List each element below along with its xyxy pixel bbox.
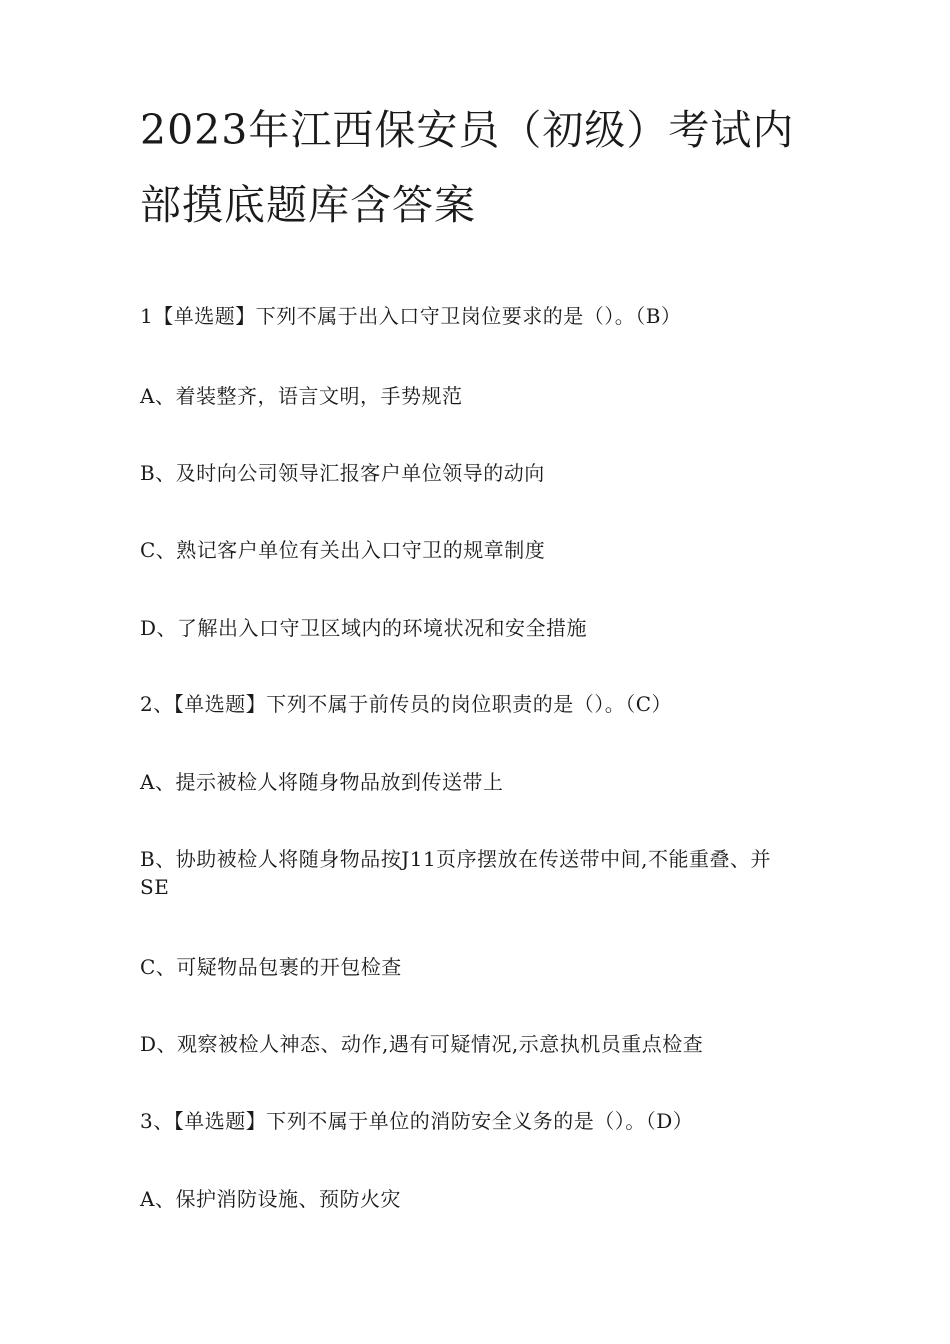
question-2-option-a: A、提示被检人将随身物品放到传送带上 bbox=[140, 770, 504, 794]
question-1-option-b: B、及时向公司领导汇报客户单位领导的动向 bbox=[140, 461, 545, 485]
question-2-option-b-continued: SE bbox=[140, 875, 170, 899]
question-1-option-d: D、了解出入口守卫区域内的环境状况和安全措施 bbox=[140, 616, 588, 640]
question-2-option-d: D、观察被检人神态、动作,遇有可疑情况,示意执机员重点检查 bbox=[140, 1032, 704, 1056]
question-1-stem: 1【单选题】下列不属于出入口守卫岗位要求的是（）。（B） bbox=[140, 304, 682, 328]
question-3-stem: 3、【单选题】下列不属于单位的消防安全义务的是（）。（D） bbox=[140, 1109, 694, 1133]
question-1-option-c: C、熟记客户单位有关出入口守卫的规章制度 bbox=[140, 538, 546, 562]
document-title-line-2: 部摸底题库含答案 bbox=[140, 181, 476, 229]
question-2-option-c: C、可疑物品包裹的开包检查 bbox=[140, 955, 402, 979]
question-1-option-a: A、着装整齐，语言文明，手势规范 bbox=[140, 384, 463, 408]
document-title-line-1: 2023年江西保安员（初级）考试内 bbox=[140, 106, 795, 154]
question-2-option-b: B、协助被检人将随身物品按J11页序摆放在传送带中间,不能重叠、并 bbox=[140, 847, 772, 871]
question-3-option-a: A、保护消防设施、预防火灾 bbox=[140, 1187, 401, 1211]
question-2-stem: 2、【单选题】下列不属于前传员的岗位职责的是（）。（C） bbox=[140, 692, 673, 716]
